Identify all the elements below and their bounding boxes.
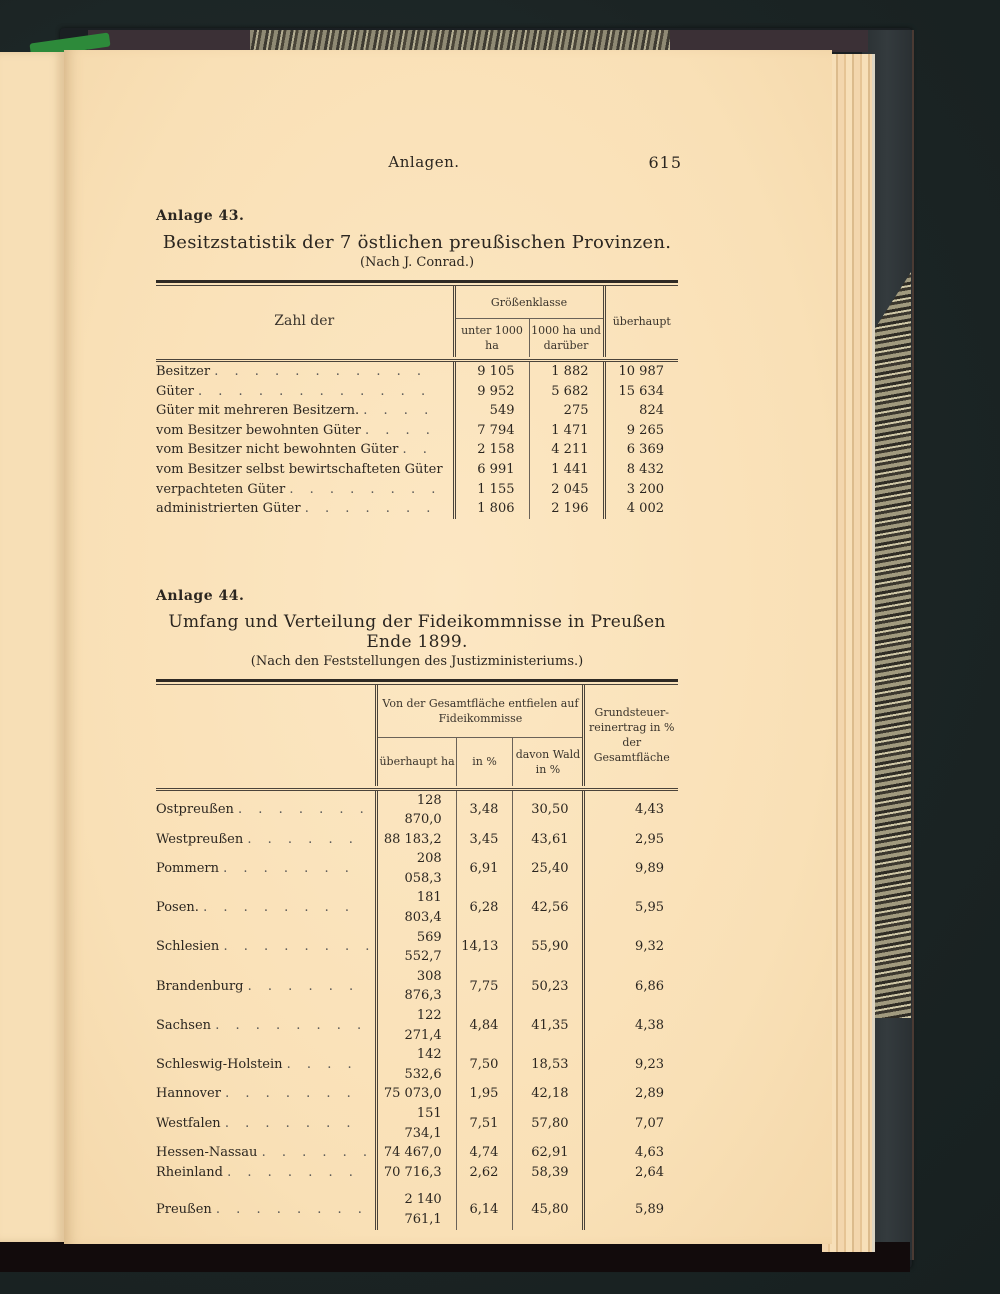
cell-ueberhaupt: 15 634: [604, 382, 678, 402]
header-unter-1000: unter 1000 ha: [454, 319, 529, 358]
cell-in-prozent: 4,84: [456, 1006, 513, 1045]
cell-unter-1000: 6 991: [454, 460, 529, 480]
row-label: [156, 460, 454, 480]
cell-ueberhaupt: 6 369: [604, 440, 678, 460]
cell-ueberhaupt-ha: 208 058,3: [377, 849, 456, 888]
cell-1000-und-darueber: 4 211: [529, 440, 604, 460]
row-label-text: vom Besitzer selbst bewirtschafteten Güter: [156, 461, 443, 477]
header-ueberhaupt: überhaupt: [604, 286, 678, 357]
row-label-text: Sachsen: [156, 1017, 212, 1033]
cell-unter-1000: 1 155: [454, 480, 529, 500]
table-row: [156, 888, 678, 927]
leader-dots: . . . . . . . .: [289, 481, 442, 497]
table-row: [156, 789, 678, 830]
row-label: [156, 480, 454, 500]
cell-1000-und-darueber: 1 882: [529, 361, 604, 382]
right-page: [64, 50, 832, 1244]
leader-dots: . . . . . .: [261, 1145, 374, 1161]
marbled-ornament-side: [873, 272, 911, 1018]
cell-unter-1000: 9 105: [454, 361, 529, 382]
left-page: [0, 52, 64, 1242]
cell-grundsteuer: 7,07: [584, 1104, 678, 1143]
cell-ueberhaupt-ha: 75 073,0: [377, 1084, 456, 1104]
row-label: [156, 499, 454, 519]
cell-davon-wald: 41,35: [513, 1006, 584, 1045]
cell-1000-und-darueber: 2 045: [529, 480, 604, 500]
leader-dots: . . . . . . .: [224, 1115, 357, 1131]
cell-ueberhaupt-ha: 2 140 761,1: [377, 1190, 456, 1229]
table-row: [156, 1084, 678, 1104]
cell-ueberhaupt-ha: 70 716,3: [377, 1163, 456, 1183]
row-label-text: Besitzer: [156, 364, 211, 379]
cell-grundsteuer: 5,89: [584, 1190, 678, 1229]
leader-dots: . . . . . . . . . . .: [214, 364, 427, 379]
leader-dots: . . . .: [363, 403, 435, 419]
cell-grundsteuer: 4,43: [584, 789, 678, 830]
cell-in-prozent: 1,95: [456, 1084, 513, 1104]
leader-dots: . . . . . .: [247, 978, 360, 994]
leader-dots: . . . . . . .: [227, 1164, 359, 1180]
cell-ueberhaupt: 4 002: [604, 499, 678, 519]
table-row: [156, 928, 678, 967]
cell-in-prozent: 6,91: [456, 849, 513, 888]
cell-ueberhaupt-ha: 181 803,4: [377, 888, 456, 927]
cell-grundsteuer: 5,95: [584, 888, 678, 927]
table-fideikommisse: [156, 685, 678, 1230]
cell-grundsteuer: 2,95: [584, 830, 678, 850]
anlage-43-source: (Nach J. Conrad.): [359, 255, 475, 270]
leader-dots: . . . . . . .: [304, 501, 437, 517]
header-1000-und-darueber: 1000 ha und darüber: [529, 319, 604, 358]
table-besitzstatistik: [156, 286, 678, 519]
cell-1000-und-darueber: 2 196: [529, 499, 604, 519]
row-label: [156, 421, 454, 441]
cell-grundsteuer: 9,32: [584, 928, 678, 967]
running-title: Anlagen.: [388, 153, 460, 171]
spacer-cell: [156, 1182, 377, 1190]
spacer-cell: [456, 1182, 513, 1190]
row-label: [156, 928, 377, 967]
row-label: [156, 361, 454, 382]
cell-in-prozent: 7,50: [456, 1045, 513, 1084]
row-label-text: Rheinland: [156, 1164, 223, 1180]
header-grundsteuer: Grundsteuer-reinertrag in % der Gesamtfläche: [584, 685, 678, 786]
leader-dots: . . . . . . .: [238, 802, 370, 818]
cell-1000-und-darueber: 1 441: [529, 460, 604, 480]
cell-ueberhaupt-ha: 128 870,0: [377, 789, 456, 830]
spacer-cell: [513, 1182, 584, 1190]
header-ueberhaupt-ha: überhaupt ha: [377, 737, 456, 786]
spacer-cell: [584, 1182, 678, 1190]
row-label: [156, 849, 377, 888]
leader-dots: . . . . . . .: [225, 1086, 357, 1102]
header-gesamtflaeche: Von der Gesamtfläche entfielen auf Fideikommisse: [377, 685, 584, 737]
cell-ueberhaupt-ha: 569 552,7: [377, 928, 456, 967]
row-label: [156, 789, 377, 830]
cell-davon-wald: 45,80: [513, 1190, 584, 1229]
row-label-text: Posen.: [156, 900, 199, 916]
row-label-text: Westpreußen: [156, 831, 244, 847]
table-row: [156, 1104, 678, 1143]
cell-1000-und-darueber: 1 471: [529, 421, 604, 441]
leader-dots: . . . . . . . . . . . .: [198, 383, 432, 399]
cell-ueberhaupt: 3 200: [604, 480, 678, 500]
row-label-text: Güter: [156, 383, 194, 399]
spacer-cell: [377, 1182, 456, 1190]
spacer-row: [156, 1182, 678, 1190]
row-label: [156, 1084, 377, 1104]
header-davon-wald: davon Wald in %: [513, 737, 584, 786]
cell-davon-wald: 18,53: [513, 1045, 584, 1084]
cell-davon-wald: 42,56: [513, 888, 584, 927]
table-row: [156, 1006, 678, 1045]
row-label-text: administrierten Güter: [156, 501, 301, 517]
cell-grundsteuer: 9,23: [584, 1045, 678, 1084]
cell-grundsteuer: 4,63: [584, 1143, 678, 1163]
anlage-44-source: (Nach den Feststellungen des Justizministeriums.): [250, 654, 584, 669]
cell-ueberhaupt: 8 432: [604, 460, 678, 480]
cell-unter-1000: 9 952: [454, 382, 529, 402]
row-label-text: Brandenburg: [156, 978, 244, 994]
cell-davon-wald: 55,90: [513, 928, 584, 967]
anlage-44-title: Umfang und Verteilung der Fideikommnisse in Preußen Ende 1899.: [168, 612, 666, 652]
cell-ueberhaupt-ha: 122 271,4: [377, 1006, 456, 1045]
row-label: [156, 1045, 377, 1084]
row-label-text: Ostpreußen: [156, 802, 234, 818]
row-label: [156, 401, 454, 421]
table-row: [156, 499, 678, 519]
table-row: [156, 361, 678, 382]
row-label-text: vom Besitzer nicht bewohnten Güter: [156, 442, 399, 458]
anlage-44: [156, 588, 678, 1230]
cell-davon-wald: 42,18: [513, 1084, 584, 1104]
table-row: [156, 849, 678, 888]
cell-ueberhaupt-ha: 308 876,3: [377, 967, 456, 1006]
row-label: [156, 1163, 377, 1183]
cell-davon-wald: 50,23: [513, 967, 584, 1006]
cell-davon-wald: 58,39: [513, 1163, 584, 1183]
cell-in-prozent: 3,48: [456, 789, 513, 830]
table-row: [156, 401, 678, 421]
row-label-text: Preußen: [156, 1202, 212, 1218]
cell-grundsteuer: 6,86: [584, 967, 678, 1006]
row-label: [156, 440, 454, 460]
leader-dots: . .: [402, 442, 433, 458]
table-row: [156, 480, 678, 500]
leader-dots: . . . . . . . .: [203, 900, 356, 916]
cell-1000-und-darueber: 275: [529, 401, 604, 421]
marbled-ornament-top: [250, 30, 670, 52]
cell-in-prozent: 3,45: [456, 830, 513, 850]
table-row: [156, 382, 678, 402]
cell-davon-wald: 43,61: [513, 830, 584, 850]
table-row: [156, 1045, 678, 1084]
cell-unter-1000: 7 794: [454, 421, 529, 441]
table-row: [156, 460, 678, 480]
page-number: 615: [648, 153, 682, 172]
cell-grundsteuer: 4,38: [584, 1006, 678, 1045]
row-label-text: Schlesien: [156, 939, 220, 955]
running-head: [64, 153, 832, 175]
cell-in-prozent: 2,62: [456, 1163, 513, 1183]
table-row: [156, 440, 678, 460]
leader-dots: . . . . . . . .: [215, 1017, 368, 1033]
table-row: [156, 967, 678, 1006]
cell-davon-wald: 62,91: [513, 1143, 584, 1163]
header-groessenklasse: Größenklasse: [454, 286, 604, 319]
cell-unter-1000: 549: [454, 401, 529, 421]
row-label-text: Güter mit mehreren Besitzern.: [156, 403, 360, 419]
cell-ueberhaupt-ha: 88 183,2: [377, 830, 456, 850]
cell-in-prozent: 6,28: [456, 888, 513, 927]
row-label: [156, 1143, 377, 1163]
anlage-43: [156, 208, 678, 519]
row-label-text: Hannover: [156, 1086, 221, 1102]
cell-davon-wald: 25,40: [513, 849, 584, 888]
leader-dots: . . . .: [365, 422, 436, 438]
leader-dots: . . . . . . . .: [223, 939, 376, 955]
cell-davon-wald: 30,50: [513, 789, 584, 830]
header-empty: [156, 685, 377, 737]
cell-in-prozent: 6,14: [456, 1190, 513, 1229]
row-label: [156, 1104, 377, 1143]
anlage-43-label: Anlage 43.: [156, 208, 245, 224]
cell-in-prozent: 4,74: [456, 1143, 513, 1163]
leader-dots: . . . . . .: [247, 831, 359, 847]
leader-dots: . . . . . . .: [223, 861, 355, 877]
header-zahl-der: Zahl der: [274, 313, 335, 329]
book-bottom-edge: [0, 1242, 910, 1272]
cell-ueberhaupt-ha: 74 467,0: [377, 1143, 456, 1163]
cell-grundsteuer: 9,89: [584, 849, 678, 888]
table-row: [156, 1143, 678, 1163]
row-label: [156, 382, 454, 402]
row-label-text: Pommern: [156, 861, 219, 877]
row-label-text: Westfalen: [156, 1115, 221, 1131]
table-row: [156, 830, 678, 850]
cell-unter-1000: 1 806: [454, 499, 529, 519]
cell-ueberhaupt: 10 987: [604, 361, 678, 382]
cell-ueberhaupt: 9 265: [604, 421, 678, 441]
row-label: [156, 1006, 377, 1045]
row-label-text: Schleswig-Holstein: [156, 1057, 283, 1073]
row-label-text: verpachteten Güter: [156, 481, 286, 497]
header-empty-2: [156, 737, 377, 786]
cell-in-prozent: 7,51: [456, 1104, 513, 1143]
row-label: [156, 1190, 377, 1229]
anlage-44-label: Anlage 44.: [156, 588, 245, 604]
row-label-text: vom Besitzer bewohnten Güter: [156, 422, 361, 438]
cell-grundsteuer: 2,89: [584, 1084, 678, 1104]
cell-davon-wald: 57,80: [513, 1104, 584, 1143]
row-label: [156, 967, 377, 1006]
row-label: [156, 888, 377, 927]
leader-dots: . . . . . . . .: [215, 1202, 368, 1218]
cell-unter-1000: 2 158: [454, 440, 529, 460]
total-row: [156, 1190, 678, 1229]
cell-ueberhaupt-ha: 142 532,6: [377, 1045, 456, 1084]
cell-ueberhaupt-ha: 151 734,1: [377, 1104, 456, 1143]
cell-ueberhaupt: 824: [604, 401, 678, 421]
table-row: [156, 1163, 678, 1183]
cell-1000-und-darueber: 5 682: [529, 382, 604, 402]
row-label: [156, 830, 377, 850]
anlage-43-title: Besitzstatistik der 7 östlichen preußischen Provinzen.: [162, 232, 672, 253]
cell-grundsteuer: 2,64: [584, 1163, 678, 1183]
leader-dots: . . . .: [286, 1057, 358, 1073]
cell-in-prozent: 7,75: [456, 967, 513, 1006]
header-in-prozent: in %: [456, 737, 513, 786]
cell-in-prozent: 14,13: [456, 928, 513, 967]
table-row: [156, 421, 678, 441]
row-label-text: Hessen-Nassau: [156, 1145, 258, 1161]
